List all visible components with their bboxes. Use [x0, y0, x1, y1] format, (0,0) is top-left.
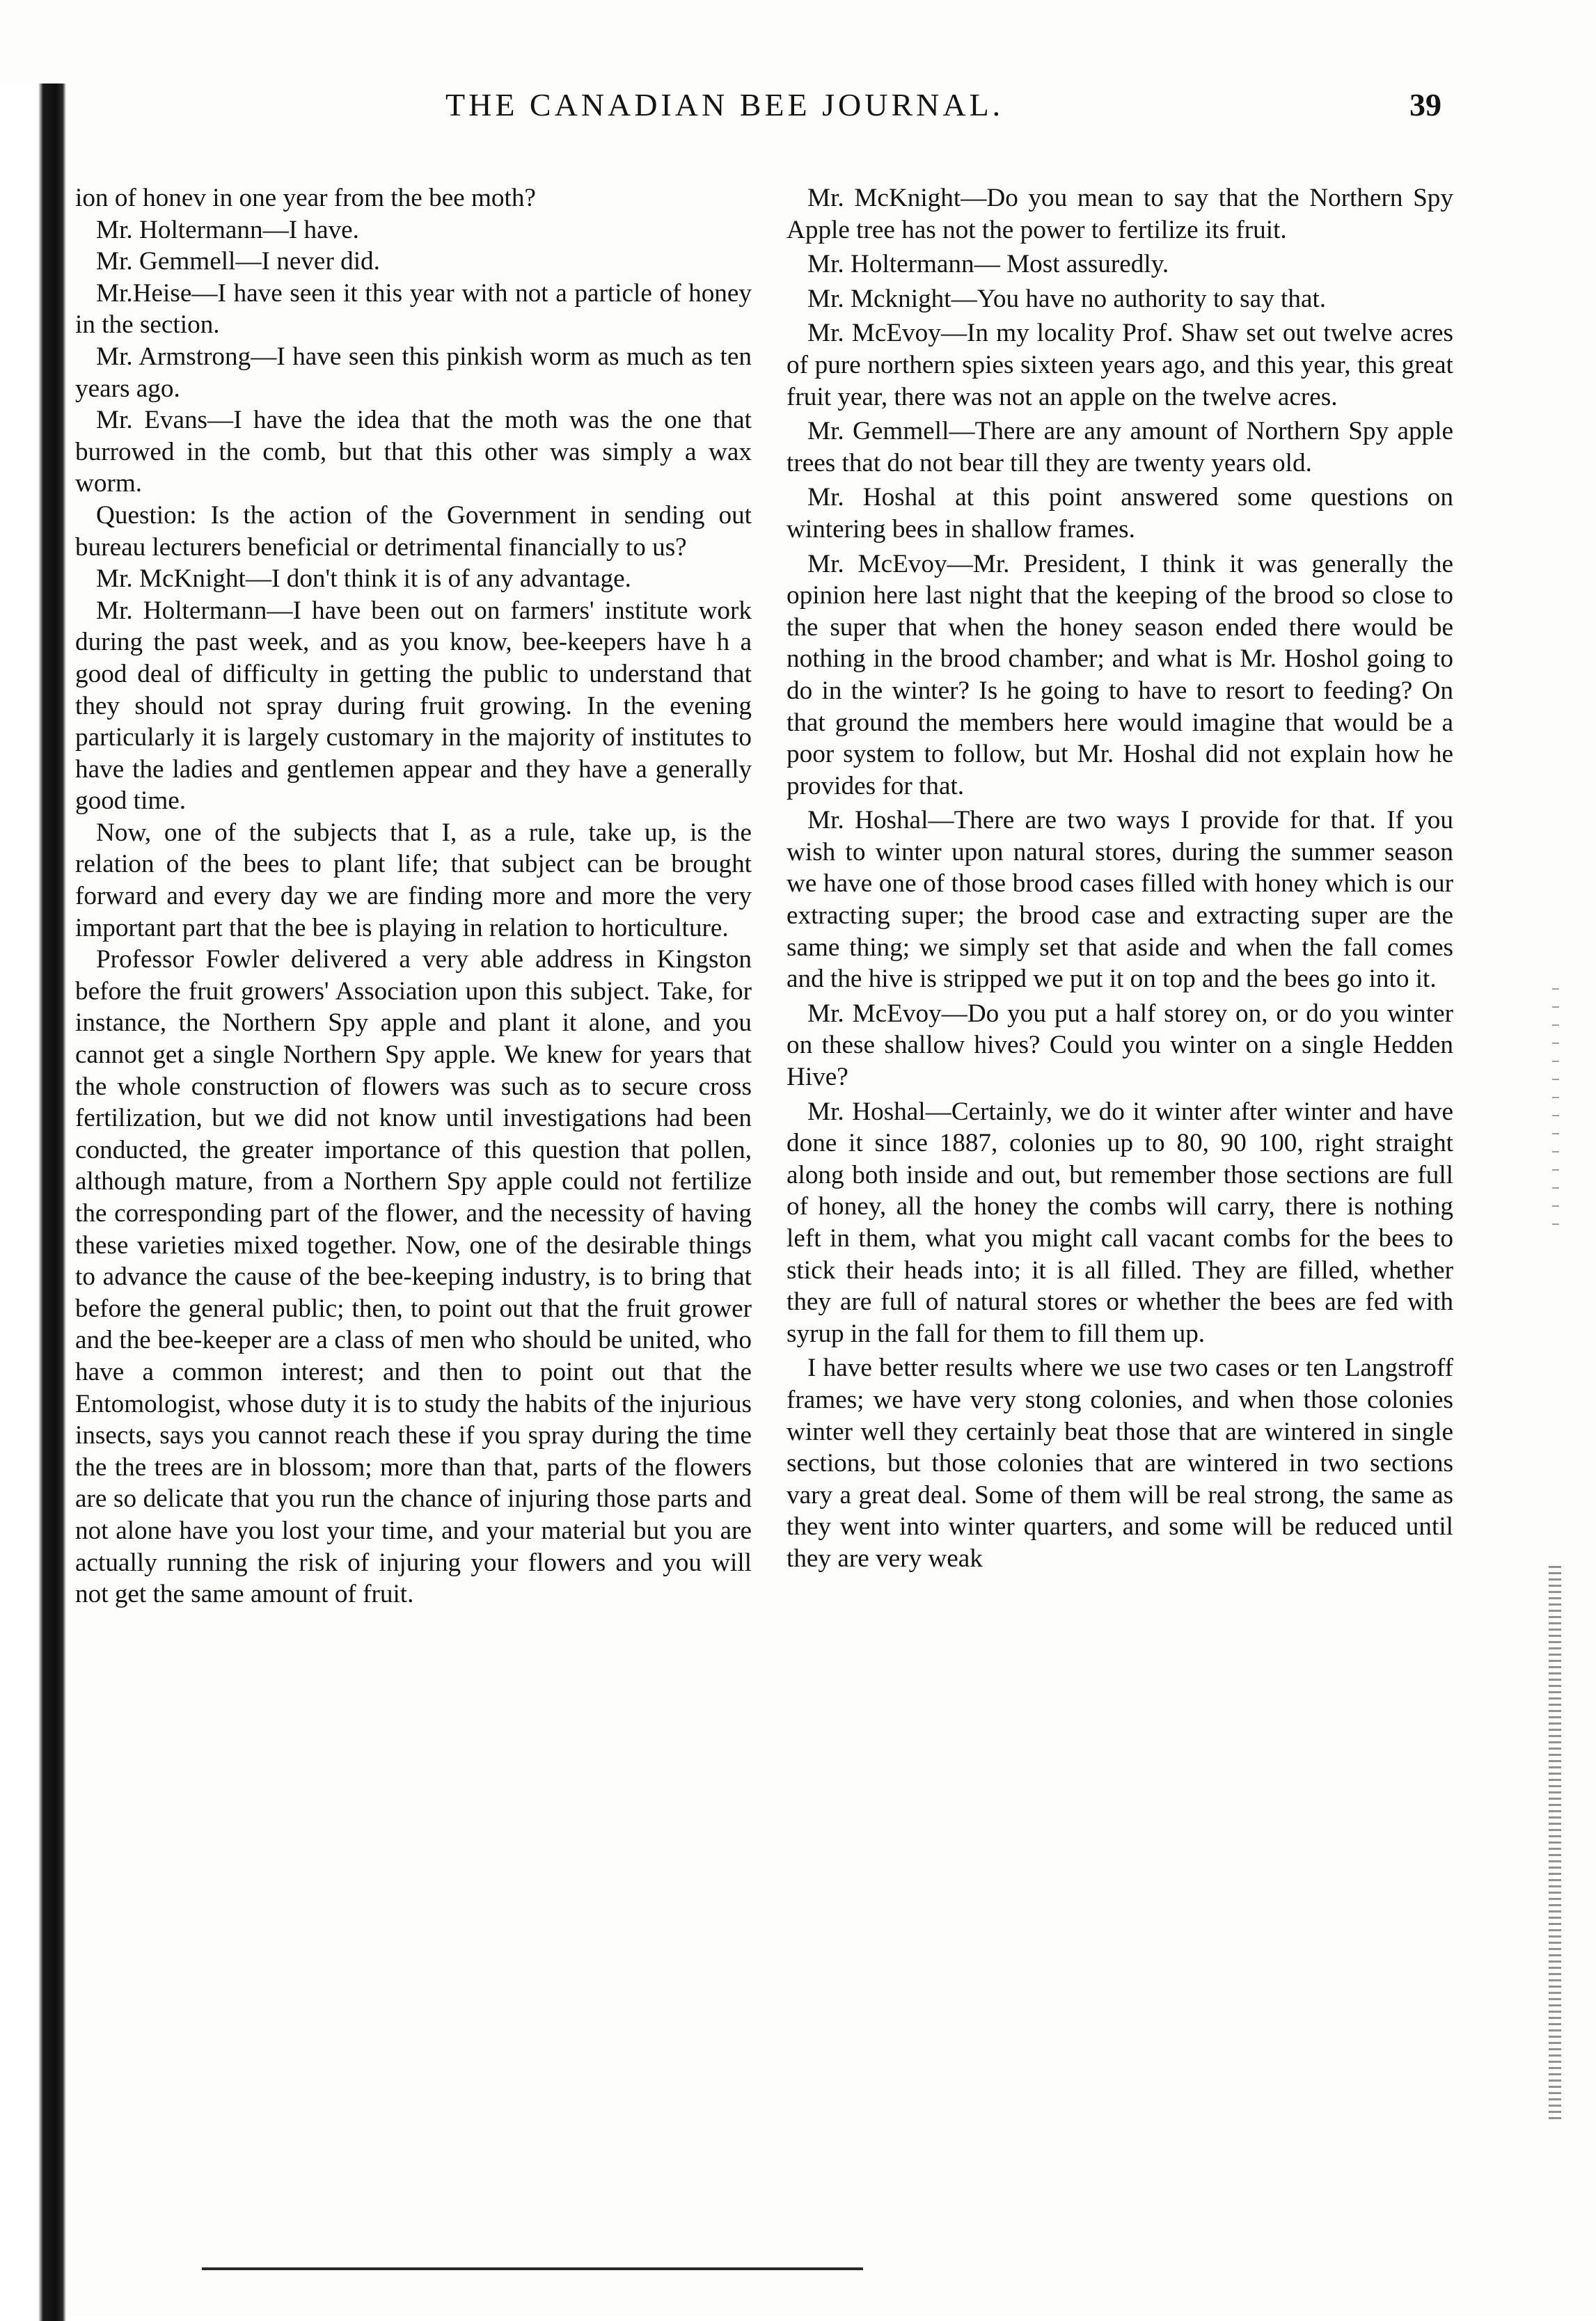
paragraph: Mr. McKnight—I don't think it is of any advantage. — [96, 564, 631, 594]
page-number: 39 — [1409, 87, 1441, 122]
binding-shadow — [0, 84, 66, 2321]
paragraph: Mr. Hoshal—There are two ways I provide for that. If you wish to winter upon natural stores, during the summer season we have one of those brood cases filled with honey which is our extracting super; the brood case and extracting super are the same thing; we simply set that aside and when the fall comes and the hive is stripped we put it on top and the bees go into it. — [787, 806, 1453, 994]
running-header — [445, 86, 1462, 135]
paragraph: Mr. McEvoy—In my locality Prof. Shaw set out twelve acres of pure northern spies sixteen years ago, and this year, this great fruit year, there was not an apple on the twelve acres. — [787, 319, 1453, 411]
paragraph: Mr. McEvoy—Mr. President, I think it was generally the opinion here last night that the keeping of the brood so close to the super that when the honey season ended there would be nothing in the brood chamber; and what is Mr. Hoshol going to do in the winter? Is he going to have to resort to feeding? On that ground the members here would imagine that would be a poor system to follow, but Mr. Hoshal did not explain how he provides for that. — [787, 549, 1453, 800]
paragraph: Mr. McKnight—Do you mean to say that the Northern Spy Apple tree has not the power to fertilize its fruit. — [787, 184, 1453, 244]
journal-title: THE CANADIAN BEE JOURNAL. — [445, 87, 1004, 122]
paragraph: Mr. Hoshal at this point answered some questions on wintering bees in shallow frames. — [787, 483, 1453, 544]
scan-noise — [1552, 988, 1559, 1225]
paragraph: Mr. Holtermann— Most assuredly. — [807, 250, 1169, 279]
paragraph: Mr. Holtermann—I have been out on farmers' institute work during the past week, and as you know, bee-keepers have h a good deal of difficulty in getting the public to understand that they should not spray during fruit growing. In the evening particularly it is largely customary in the majority of institutes to have the ladies and gentlemen appear and they have a generally good time. — [75, 596, 752, 816]
paragraph: Mr.Heise—I have seen it this year with not a particle of honey in the section. — [75, 278, 752, 340]
paragraph: Mr. Holtermann—I have. — [96, 215, 359, 244]
paragraph: Question: Is the action of the Government in sending out bureau lecturers beneficial or detrimental financially to us? — [75, 500, 752, 562]
paragraph: I have better results where we use two cases or ten Langstroff frames; we have very stong colonies, and when those colonies winter well they certainly beat those that are wintered in single sections, but those colonies that are wintered in two sections vary a great deal. Some of them will be real strong, the same as they went into winter quarters, and some will be reduced until they are very weak — [787, 1354, 1453, 1573]
paragraph: Mr. Evans—I have the idea that the moth was the one that burrowed in the comb, but that this other was simply a wax worm. — [75, 406, 752, 498]
paragraph: Now, one of the subjects that I, as a rule, take up, is the relation of the bees to plant life; that subject can be brought forward and every day we are finding more and more the very important part that the bee is playing in relation to horticulture. — [75, 818, 752, 942]
paragraph: Mr. Armstrong—I have seen this pinkish worm as much as ten years ago. — [75, 342, 752, 403]
paragraph: Professor Fowler delivered a very able address in Kingston before the fruit growers' Association upon this subject. Take, for instance, the Northern Spy apple and plant it alone, and you cannot get a single Northern Spy apple. We knew for years that the whole construction of flowers was such as to secure cross fertilization, but we did not know until investigations had been conducted, the greater importance of this question that pollen, although mature, from a Northern Spy apple could not fertilize the corresponding part of the flower, and the necessity of having these varieties mixed together. Now, one of the desirable things to advance the cause of the bee-keeping industry, is to bring that before the general public; then, to point out that the fruit grower and the bee-keeper are a class of men who should be united, who have a common interest; and then to point out that the Entomologist, whose duty it is to study the habits of the injurious insects, says you cannot reach these if you spray during the time the the trees are in blossom; more than that, parts of the flowers are so delicate that you run the chance of injuring those parts and not alone have you lost your time, and your material but you are actually running the risk of injuring your flowers and you will not get the same amount of fruit. — [75, 945, 752, 1609]
paragraph: Mr. McEvoy—Do you put a half storey on, or do you winter on these shallow hives? Could you winter on a single Hedden Hive? — [787, 999, 1453, 1092]
left-column — [75, 182, 752, 1610]
paragraph: Mr. Gemmell—I never did. — [96, 247, 380, 276]
paragraph: Mr. Gemmell—There are any amount of Northern Spy apple trees that do not bear till they are twenty years old. — [787, 417, 1453, 477]
bottom-rule — [202, 2267, 863, 2270]
paragraph: ion of honev in one year from the bee moth? — [75, 184, 536, 212]
paragraph: Mr. Mcknight—You have no authority to say that. — [807, 284, 1327, 313]
paragraph: Mr. Hoshal—Certainly, we do it winter after winter and have done it since 1887, colonies up to 80, 90 100, right straight along both inside and out, but remember those sections are full of honey, all the honey the combs will carry, there is nothing left in them, what you might call vacant combs for the bees to stick their heads into; it is all filled. They are filled, whether they are full of natural stores or whether the bees are fed with syrup in the fall for them to fill them up. — [787, 1097, 1453, 1348]
scan-noise — [1549, 1566, 1561, 2123]
right-column — [787, 182, 1453, 1578]
